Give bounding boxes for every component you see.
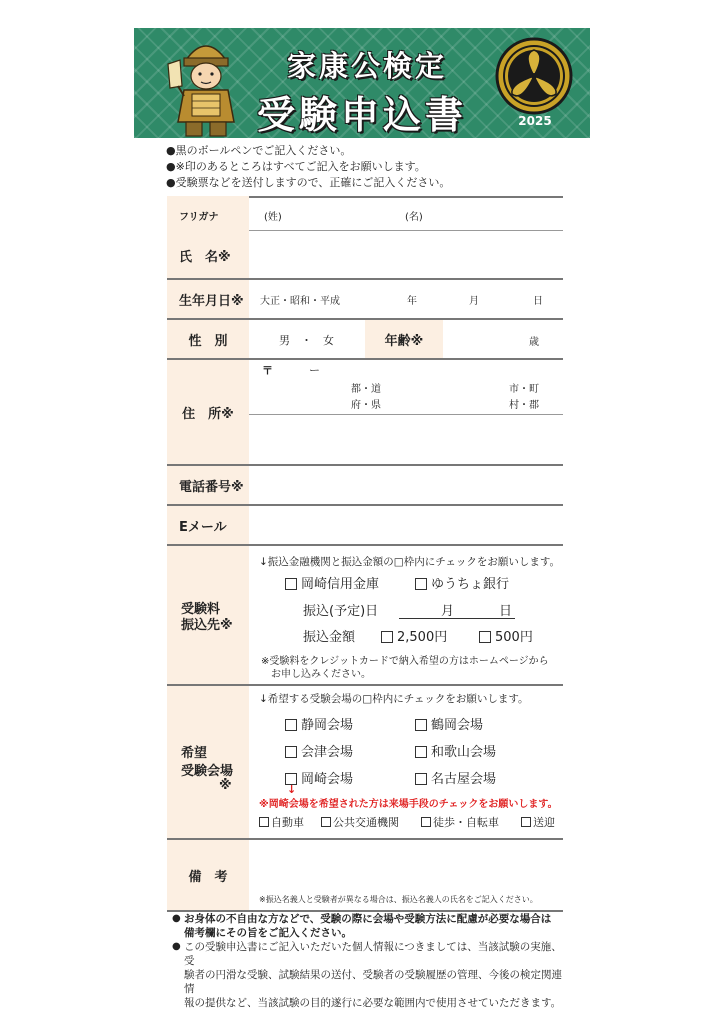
venue-row: [167, 686, 563, 840]
venue-option[interactable]: [415, 768, 496, 787]
year-label: 2025: [518, 114, 552, 128]
bank-okazaki-option[interactable]: [285, 573, 379, 592]
transport-checkbox[interactable]: [421, 817, 431, 827]
amount-2500-option[interactable]: [381, 626, 447, 645]
accessibility-note-line-1: ● お身体の不自由な方などで、受験の際に会場や受験方法に配慮が必要な場合は: [184, 913, 552, 925]
amount-500-checkbox[interactable]: [479, 631, 491, 643]
fee-label-line-2: 振込先※: [181, 618, 233, 633]
venue-name: 和歌山会場: [431, 745, 497, 760]
age-label: 年齢※: [365, 320, 443, 358]
venue-option[interactable]: [415, 714, 483, 733]
transport-option[interactable]: [321, 814, 399, 830]
header-banner: [134, 28, 590, 138]
fee-row: [167, 546, 563, 686]
amount-2500-checkbox[interactable]: [381, 631, 393, 643]
age-input[interactable]: [449, 326, 523, 352]
amount-500-option[interactable]: [479, 626, 533, 645]
surname-hint: (姓): [264, 212, 282, 223]
gender-options[interactable]: 男 ・ 女: [279, 334, 334, 347]
venue-option[interactable]: [285, 741, 353, 760]
venue-instruction: ↓希望する受験会場の□枠内にチェックをお願いします。: [259, 693, 529, 705]
email-row: [167, 506, 563, 546]
title-line-2: 受験申込書: [256, 93, 467, 137]
remarks-label: 備 考: [167, 840, 249, 910]
bank-okazaki-label: 岡崎信用金庫: [301, 577, 380, 592]
privacy-note: [172, 940, 572, 1010]
remarks-note: ※振込名義人と受験者が異なる場合は、振込名義人の氏名をご記入ください。: [259, 895, 538, 904]
venue-name: 名古屋会場: [431, 772, 497, 787]
prefecture-suffix-2: 府・県: [351, 400, 381, 411]
fee-label-line-1: 受験料: [181, 602, 221, 617]
email-input[interactable]: [259, 512, 559, 538]
venue-name: 鶴岡会場: [431, 718, 484, 733]
amount-2500-label: 2,500円: [397, 630, 448, 645]
address-input-line-2[interactable]: [259, 418, 559, 460]
birthdate-label: 生年月日※: [167, 280, 249, 318]
venue-label-cell: [167, 686, 249, 838]
transport-label: 送迎: [533, 816, 555, 829]
accessibility-note: [172, 912, 572, 940]
bank-okazaki-checkbox[interactable]: [285, 578, 297, 590]
venue-label-line-2: 受験会場: [181, 764, 234, 779]
venue-checkbox[interactable]: [415, 719, 427, 731]
address-row: [167, 360, 563, 466]
privacy-note-line-1: ● この受験申込書にご記入いただいた個人情報につきましては、当該試験の実施、受: [184, 941, 562, 967]
privacy-note-line-3: 報の提供など、当該試験の目的遂行に必要な範囲内で使用させていただきます。: [184, 997, 562, 1009]
instructions: [166, 143, 450, 191]
amount-500-label: 500円: [495, 630, 533, 645]
venue-option[interactable]: [415, 741, 496, 760]
name-label: 氏 名※: [179, 250, 231, 265]
bank-yucho-label: ゆうちょ銀行: [431, 577, 510, 592]
transport-option[interactable]: [259, 814, 304, 830]
bank-yucho-option[interactable]: [415, 573, 509, 592]
phone-row: [167, 466, 563, 506]
transport-option[interactable]: [521, 814, 555, 830]
birth-day-unit: 日: [533, 296, 543, 307]
transport-checkbox[interactable]: [259, 817, 269, 827]
birth-month-unit: 月: [469, 296, 479, 307]
address-input-line-1[interactable]: [259, 376, 559, 412]
city-suffix-2: 村・郡: [509, 400, 539, 411]
age-unit: 歳: [529, 337, 539, 348]
venue-label-line-1: 希望: [181, 746, 208, 761]
accessibility-note-line-2: 備考欄にその旨をご記入ください。: [184, 927, 352, 939]
venue-checkbox[interactable]: [285, 746, 297, 758]
phone-input[interactable]: [259, 472, 559, 498]
transport-label: 公共交通機関: [333, 816, 399, 829]
transport-option[interactable]: [421, 814, 499, 830]
city-suffix-1: 市・町: [509, 384, 539, 395]
venue-checkbox[interactable]: [415, 773, 427, 785]
red-arrow-icon: ↓: [287, 783, 297, 796]
prefecture-suffix-1: 都・道: [351, 384, 381, 395]
phone-label: 電話番号※: [167, 466, 249, 504]
postal-dash: ー: [309, 364, 320, 377]
name-label-cell: [167, 196, 249, 278]
instruction-line: ●黒のボールペンでご記入ください。: [166, 144, 352, 157]
transport-label: 自動車: [271, 816, 304, 829]
venue-name: 静岡会場: [301, 718, 354, 733]
transfer-month-unit: 月: [441, 604, 455, 619]
venue-checkbox[interactable]: [415, 746, 427, 758]
gender-age-row: [167, 320, 563, 360]
gender-label: 性 別: [167, 320, 249, 358]
transport-checkbox[interactable]: [521, 817, 531, 827]
given-name-hint: (名): [405, 212, 423, 223]
transfer-amount-label: 振込金額: [303, 630, 356, 645]
transport-label: 徒歩・自転車: [433, 816, 499, 829]
okazaki-transport-note: ※岡崎会場を希望された方は来場手段のチェックをお願いします。: [259, 799, 558, 810]
instruction-line: ●※印のあるところはすべてご記入をお願いします。: [166, 160, 426, 173]
furigana-input[interactable]: [259, 204, 559, 228]
name-input[interactable]: [259, 236, 559, 274]
transport-checkbox[interactable]: [321, 817, 331, 827]
birth-year-unit: 年: [407, 296, 417, 307]
venue-option[interactable]: [285, 714, 353, 733]
fee-instruction: ↓振込金融機関と振込金額の□枠内にチェックをお願いします。: [259, 556, 561, 568]
furigana-label: フリガナ: [179, 212, 219, 223]
address-label: 住 所※: [167, 360, 249, 464]
name-row: [167, 196, 563, 280]
instruction-line: ●受験票などを送付しますので、正確にご記入ください。: [166, 176, 451, 189]
venue-label-line-3: ※: [219, 778, 232, 793]
email-label: Eメール: [167, 506, 249, 544]
fee-label-cell: [167, 546, 249, 684]
postal-mark: 〒: [262, 364, 273, 377]
birthdate-row: [167, 280, 563, 320]
era-options[interactable]: 大正・昭和・平成: [260, 296, 340, 307]
venue-name: 岡崎会場: [301, 772, 354, 787]
transfer-date-label: 振込(予定)日: [303, 604, 379, 619]
title-line-1: 家康公検定: [286, 49, 447, 83]
venue-name: 会津会場: [301, 745, 354, 760]
credit-card-note-line-1: ※受験料をクレジットカードで納入希望の方はホームページから: [261, 656, 549, 667]
bank-yucho-checkbox[interactable]: [415, 578, 427, 590]
footer-notes: [172, 912, 572, 1010]
remarks-input[interactable]: [259, 844, 559, 890]
credit-card-note-line-2: お申し込みください。: [271, 669, 371, 680]
transfer-day-unit: 日: [499, 604, 513, 619]
privacy-note-line-2: 験者の円滑な受験、試験結果の送付、受験者の受験履歴の管理、今後の検定関連情: [184, 969, 562, 995]
remarks-row: [167, 840, 563, 912]
venue-checkbox[interactable]: [285, 719, 297, 731]
